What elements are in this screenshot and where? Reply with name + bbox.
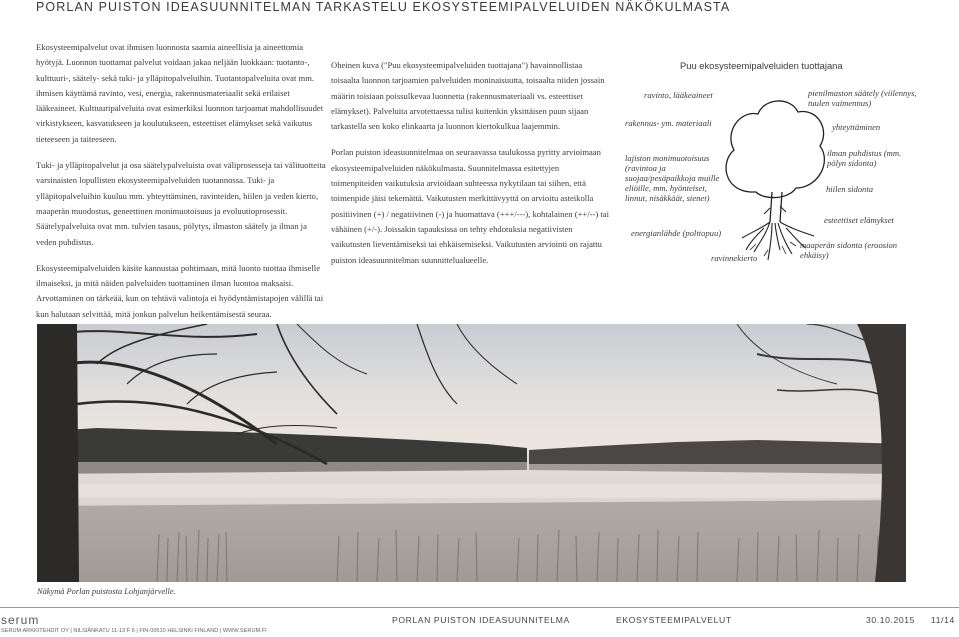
diagram-label: energianlähde (polttopuu) <box>631 228 722 238</box>
footer-document-title: PORLAN PUISTON IDEASUUNNITELMA <box>392 615 570 625</box>
paragraph: Oheinen kuva ("Puu ekosysteemipalveluiden tuottajana") havainnollistaa toisaalta luonnon tarjoamien palveluiden moninaisuutta, toisaalta niiden jossain määrin toisiaan poissulkevaa luonnetta (rakennusmateriaali vs. esteettiset elämykset). Palveluita arvotettaessa tulisi kuitenkin yksittäisen puun sijaan tarkastella sen koko elinkaarta ja luonnon kiertokulkua laajemmin. <box>331 60 605 132</box>
lake-photo <box>37 324 906 582</box>
footer-logo: serum <box>1 613 40 627</box>
diagram-label: pienilmaston säätely (viilennys, tuulen vaimennus) <box>808 88 917 108</box>
footer-date: 30.10.2015 <box>866 615 916 625</box>
diagram-label: esteettiset elämykset <box>824 215 894 225</box>
paragraph: Ekosysteemipalvelut ovat ihmisen luonnosta saamia aineellisia ja aineettomia hyötyjä. Luonnon tuottamat palvelut voidaan jakaa neljään luokkaan: tuotanto-, kulttuuri-, säätely- sekä tuki- ja ylläpitopalveluihin. Tuotantopalveluita ovat mm. ihmisen käyttämä ravinto, vesi, energia, rakennusmateriaalit sekä erilaiset lääkeaineet. Kulttuuripalveluita ovat esimerkiksi luonnon tarjoamat mahdollisuudet virkistykseen, kasvatukseen ja koulutukseen, esteettiset elämykset sekä vaikutus tieteeseen ja taiteeseen. <box>36 42 324 144</box>
diagram-label: hiilen sidonta <box>826 184 874 194</box>
left-column-text <box>36 40 326 333</box>
footer-page-number: 11/14 <box>931 615 955 625</box>
diagram-label: lajiston monimuotoisuus (ravintoa ja suojaa/pesäpaikkoja muille eliöille, mm. hyönteiset, linnut, nisäkkäät, sienet) <box>625 153 720 203</box>
footer-divider <box>0 607 959 608</box>
paragraph: Tuki- ja ylläpitopalvelut ja osa säätelypalveluista ovat väliprosesseja tai välituotteita varsinaisten lopullisten ekosysteemipalveluiden tuotannossa. Tuki- ja ylläpitopalveluihin kuuluu mm. yhteyttäminen, ravinteiden, hiilen ja veden kierto, maaperän muodostus, geneettinen monimuotoisuus ja evoluutioprosessit. Säätelypalveluita ovat mm. tulvien tasaus, pölytys, ilmaston säätely ja ilman ja veden puhdistus. <box>36 160 326 247</box>
diagram-label: ravinto, lääkeaineet <box>644 90 713 100</box>
diagram-title: Puu ekosysteemipalveluiden tuottajana <box>680 60 843 71</box>
page-title: PORLAN PUISTON IDEASUUNNITELMAN TARKASTELU EKOSYSTEEMIPALVELUIDEN NÄKÖKULMASTA <box>36 0 731 14</box>
middle-column-text <box>331 58 611 279</box>
diagram-label: maaperän sidonta (eroosion ehkäisy) <box>800 240 898 260</box>
paragraph: Porlan puiston ideasuunnitelmaa on seuraavassa taulukossa pyritty arvioimaan ekosysteemipalveluiden näkökulmasta. Suunnitelmassa esitettyjen toimenpiteiden vaikutuksia arvioidaan suhteessa nykytilaan tai siihen, että toimenpide jäisi tekemättä. Vaikutusten merkittävyyttä on arvioitu asteikolla positiivinen (+) / negatiivinen (-) ja huomattava (+++/---), kohtalainen (++/--) tai vähäinen (+/-). Joissakin tapauksissa on tehty ehdotuksia negatiivisten vaikutusten lieventämiseksi tai ehkäisemiseksi. Vaikutusten arviointi on rajattu puiston ideasuunnitelman suunnittelualueelle. <box>331 147 609 265</box>
diagram-label: ravinnekierto <box>711 253 758 263</box>
paragraph: Ekosysteemipalveluiden käsite kannustaa pohtimaan, mitä luonto tuottaa ihmiselle ilmaiseksi, ja mitä näiden palveluiden tuottaminen ilman luontoa maksaisi. Arvottaminen on tärkeää, kun on tehtävä valintoja ei hyödyntämistapojen välillä tai kun halutaan selvittää, mitä jonkun palvelun heikentämisestä seuraa. <box>36 262 324 319</box>
photo-caption: Näkymä Porlan puistosta Lohjanjärvelle. <box>37 587 176 596</box>
diagram-label: ilman puhdistus (mm. pölyn sidonta) <box>827 148 902 168</box>
diagram-label: yhteyttäminen <box>832 122 881 132</box>
footer-section-title: EKOSYSTEEMIPALVELUT <box>616 615 732 625</box>
diagram-label: rakennus- ym. materiaali <box>625 118 712 128</box>
footer-address: SERUM ARKKITEHDIT OY | NILSIÄNKATU 11-13 F 6 | FIN-00510 HELSINKI FINLAND | WWW.SERUM.FI <box>1 628 267 634</box>
